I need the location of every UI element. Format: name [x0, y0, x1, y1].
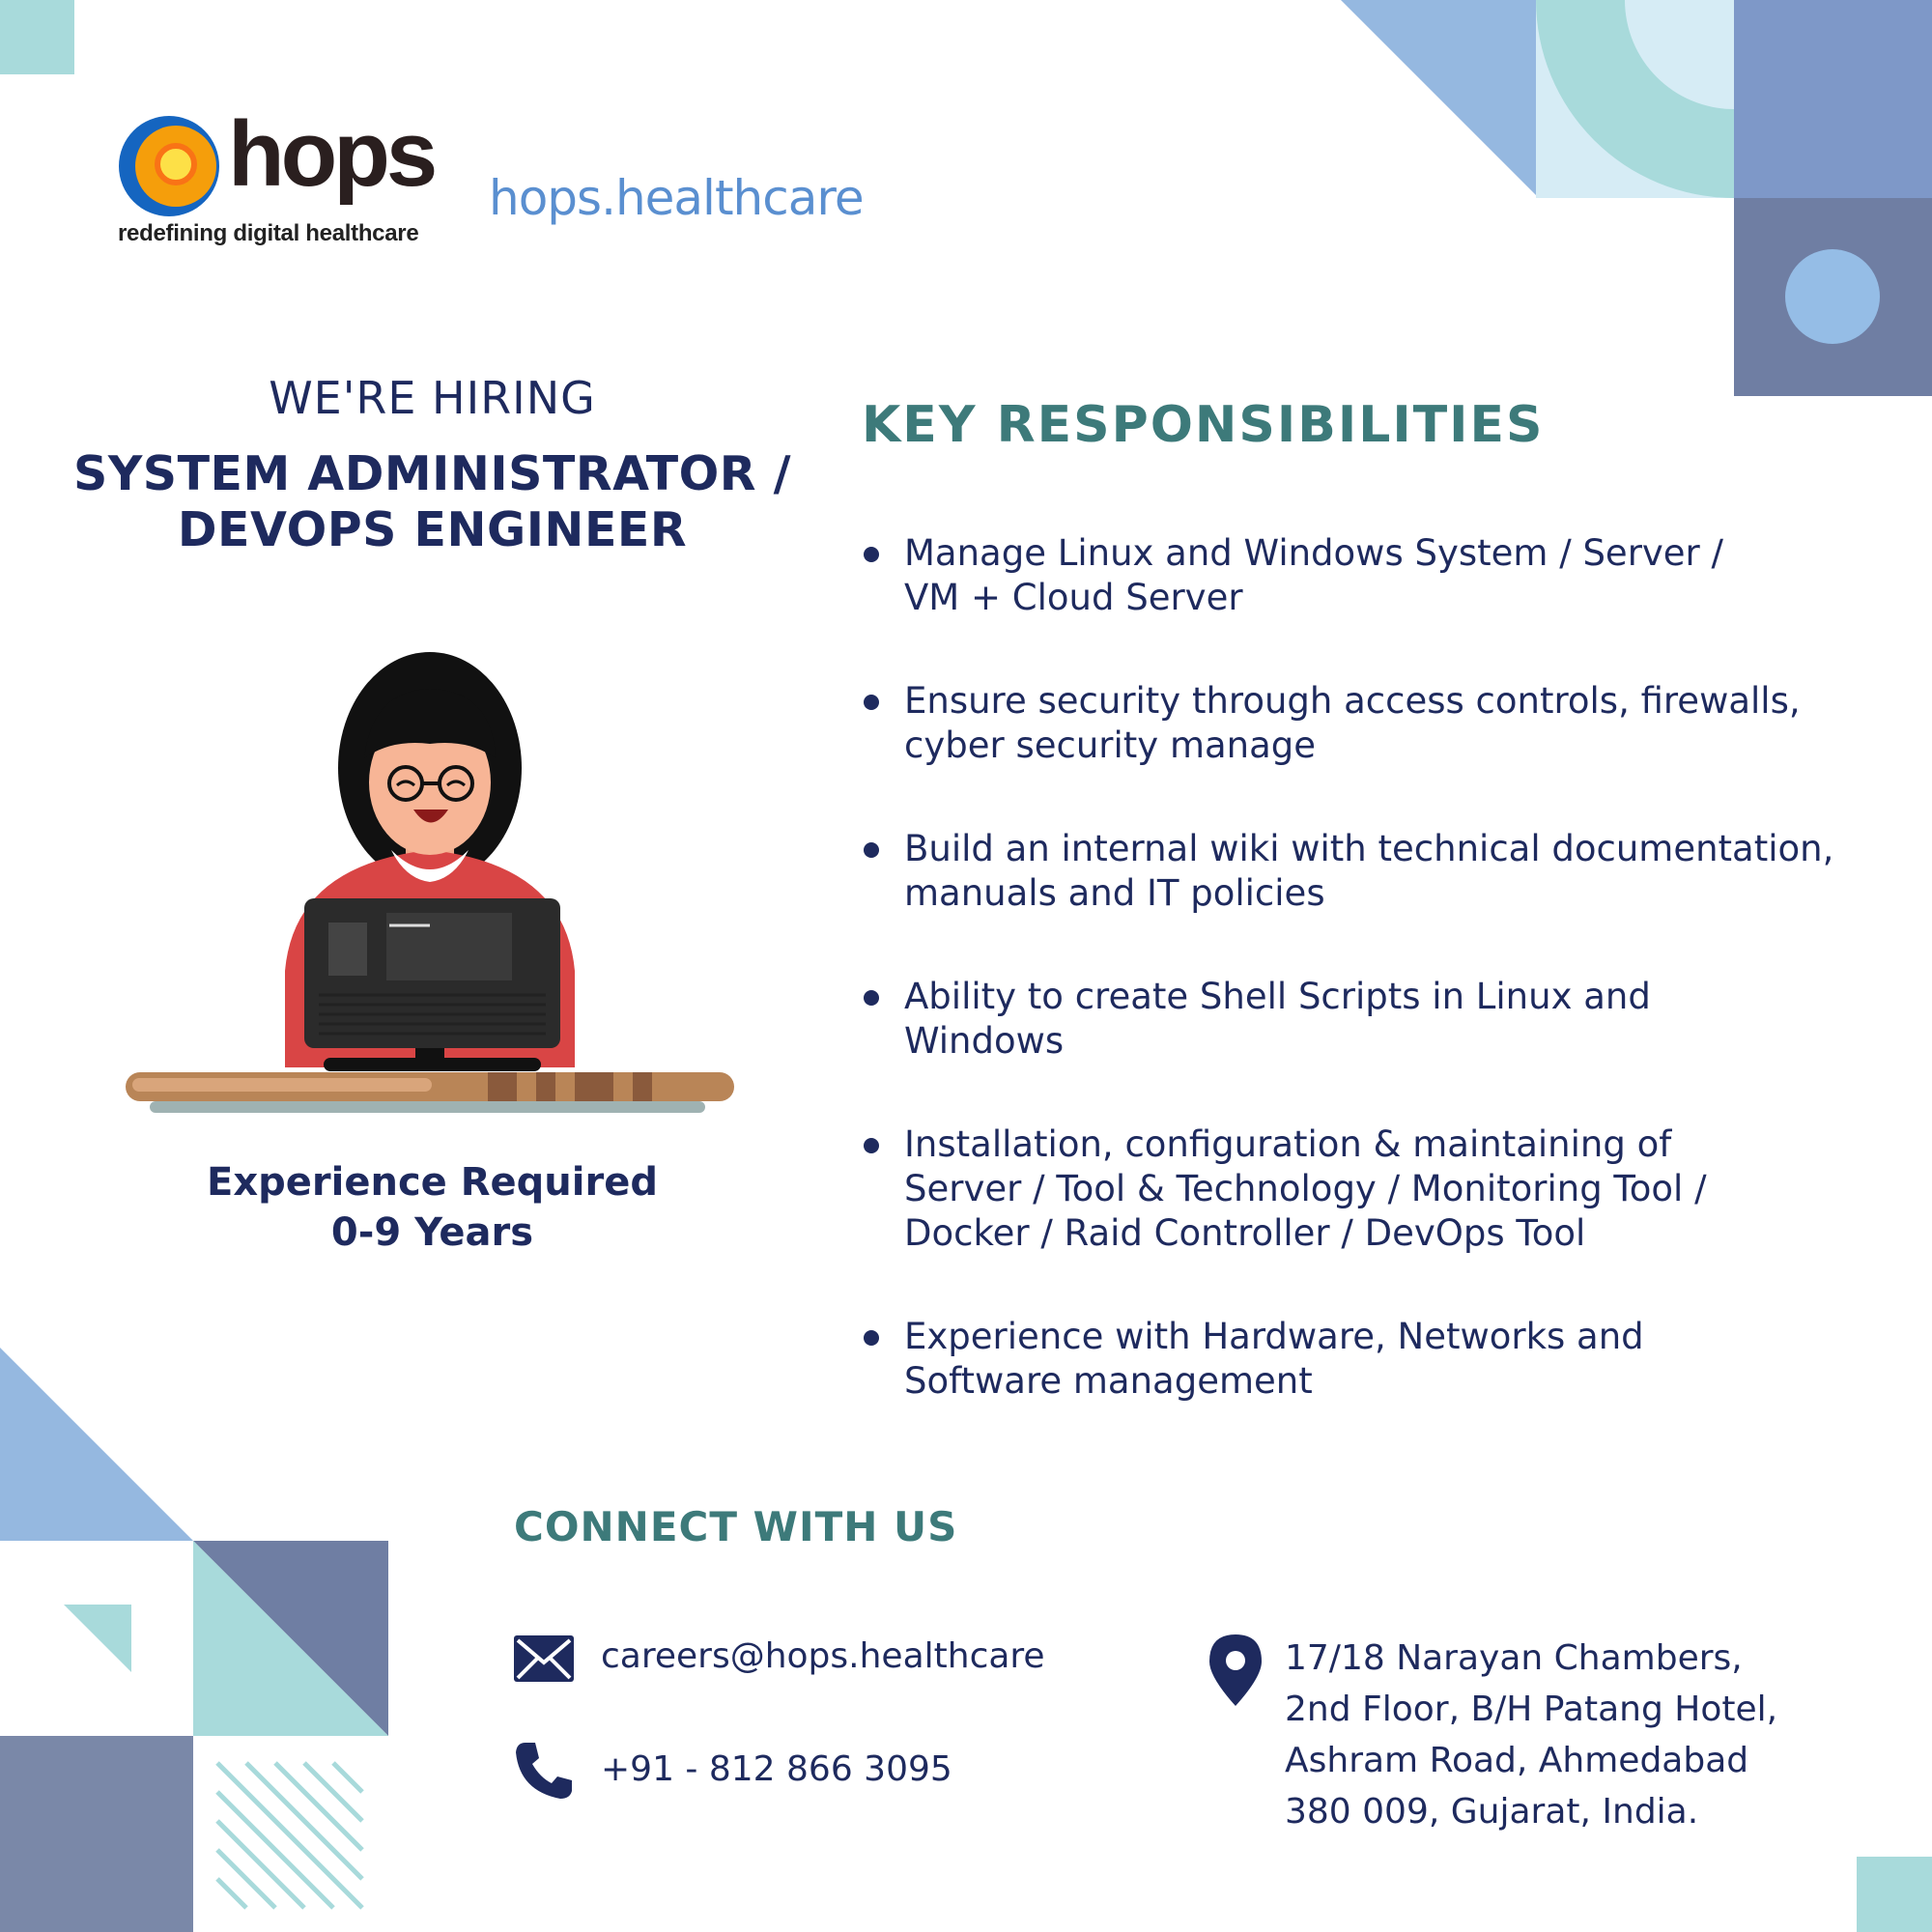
list-item-text: VM + Cloud Server — [904, 577, 1243, 618]
list-item-text: Software management — [904, 1360, 1313, 1402]
phone-icon — [514, 1741, 574, 1801]
corner-square-decoration — [0, 0, 74, 74]
hiring-heading: WE'RE HIRING — [269, 372, 596, 424]
logo-mark-inner — [155, 143, 197, 185]
logo-wordmark: hops — [228, 102, 435, 206]
list-item-text: Manage Linux and Windows System / Server / — [904, 532, 1724, 574]
bottom-left-decoration — [0, 1348, 406, 1932]
logo-tagline: redefining digital healthcare — [118, 220, 419, 246]
experience-requirement — [116, 1157, 749, 1258]
list-item-text: Windows — [904, 1020, 1065, 1062]
website-link[interactable]: hops.healthcare — [489, 170, 864, 226]
address-block — [1285, 1633, 1864, 1837]
phone-link[interactable]: +91 - 812 866 3095 — [601, 1749, 952, 1789]
list-item-text: Docker / Raid Controller / DevOps Tool — [904, 1212, 1586, 1254]
address-line: 17/18 Narayan Chambers, — [1285, 1638, 1743, 1678]
address-line: Ashram Road, Ahmedabad — [1285, 1741, 1749, 1780]
bullet-icon — [864, 842, 879, 858]
list-item-text: cyber security manage — [904, 724, 1317, 766]
job-title-line2: DEVOPS ENGINEER — [177, 502, 688, 557]
list-item-text: Ensure security through access controls, firewalls, — [904, 680, 1801, 722]
bullet-icon — [864, 695, 879, 710]
job-title — [58, 446, 807, 558]
list-item-text: manuals and IT policies — [904, 872, 1325, 914]
envelope-icon — [514, 1635, 574, 1682]
address-line: 380 009, Gujarat, India. — [1285, 1792, 1699, 1832]
experience-value: 0-9 Years — [330, 1210, 534, 1255]
address-line: 2nd Floor, B/H Patang Hotel, — [1285, 1690, 1778, 1729]
top-right-decoration — [1333, 0, 1932, 406]
bullet-icon — [864, 1330, 879, 1346]
map-pin-icon — [1209, 1634, 1262, 1706]
job-title-line1: SYSTEM ADMINISTRATOR / — [73, 446, 791, 501]
experience-label: Experience Required — [207, 1160, 658, 1205]
bullet-icon — [864, 990, 879, 1006]
responsibilities-title: KEY RESPONSIBILITIES — [862, 396, 1545, 454]
list-item-text: Build an internal wiki with technical documentation, — [904, 828, 1834, 869]
connect-title: CONNECT WITH US — [514, 1503, 958, 1550]
corner-square-decoration-br — [1857, 1857, 1932, 1932]
list-item-text: Ability to create Shell Scripts in Linux and — [904, 976, 1651, 1017]
person-at-computer-illustration — [121, 652, 739, 1130]
list-item-text: Experience with Hardware, Networks and — [904, 1316, 1644, 1357]
bullet-icon — [864, 1138, 879, 1153]
list-item-text: Server / Tool & Technology / Monitoring Tool / — [904, 1168, 1707, 1209]
email-link[interactable]: careers@hops.healthcare — [601, 1636, 1045, 1676]
list-item-text: Installation, configuration & maintaining of — [904, 1123, 1672, 1165]
bullet-icon — [864, 547, 879, 562]
